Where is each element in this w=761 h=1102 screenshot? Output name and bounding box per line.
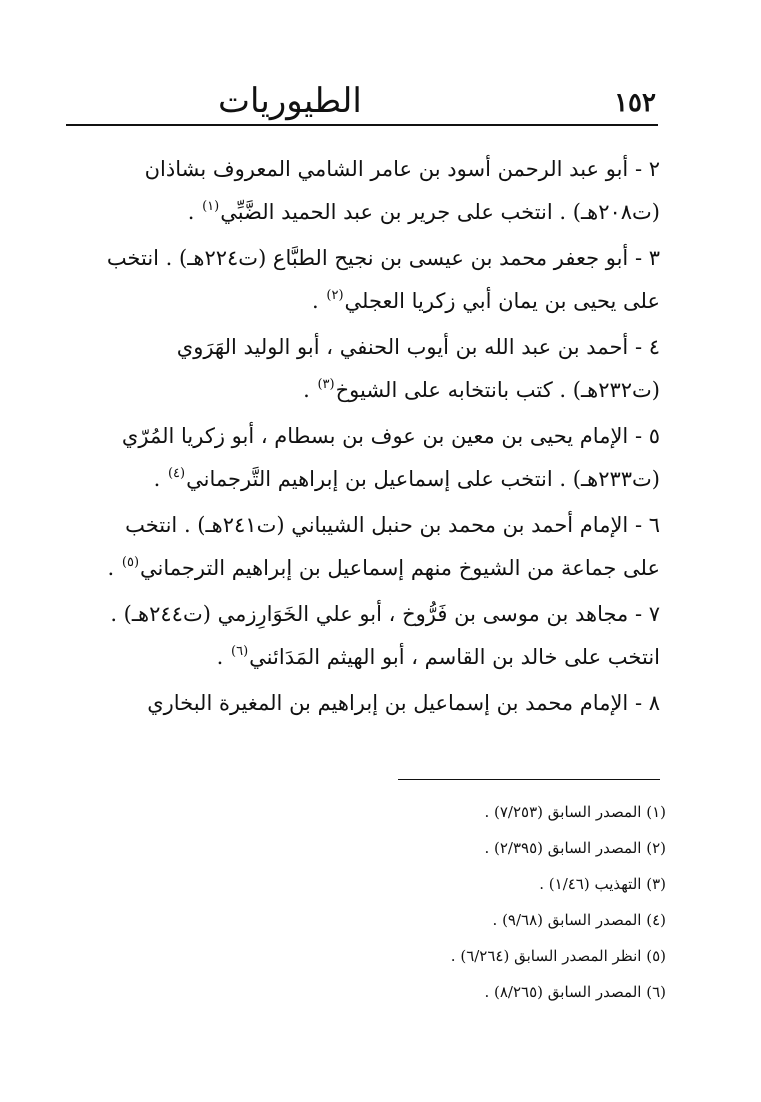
footnote-ref[interactable]: (٢) [326,288,344,303]
entry-line: على يحيى بن يمان أبي زكريا العجلي$^{(٢)}$ . [312,288,660,313]
footnote-ref[interactable]: (٣) [317,377,335,392]
entry-5 [64,415,660,501]
entry-line: ٥ - الإمام يحيى بن معين بن عوف بن بسطام ، أبو زكريا المُرّي [121,424,660,448]
footnote-6: (٦) المصدر السابق (٨/٢٦٥) . [484,983,666,1001]
entry-3 [64,237,660,323]
footnote-1: (١) المصدر السابق (٧/٢٥٣) . [484,803,666,821]
footnote-ref[interactable]: (٤) [167,466,186,481]
footnote-5: (٥) انظر المصدر السابق (٦/٢٦٤) . [450,947,666,965]
footnote-3: (٣) التهذيب (١/٤٦) . [539,875,666,893]
footnote-ref[interactable]: (٦) [231,644,249,659]
footnote-ref[interactable]: (١) [202,199,220,214]
footnote-separator [398,779,660,780]
entry-line: ٦ - الإمام أحمد بن محمد بن حنبل الشيباني (ت٢٤١هـ) . انتخب [125,513,660,537]
entry-line: ٧ - مجاهد بن موسى بن فَرُّوخ ، أبو علي الخَوَارِزمي (ت٢٤٤هـ) . [110,602,660,626]
entry-line: انتخب على خالد بن القاسم ، أبو الهيثم المَدَائني$^{(٦)}$ . [216,644,660,669]
footnote-2: (٢) المصدر السابق (٢/٣٩٥) . [484,839,666,857]
entry-line: (ت٢٣٣هـ) . انتخب على إسماعيل بن إبراهيم التَّرجماني$^{(٤)}$ . [153,466,660,491]
entry-line: (ت٢٣٢هـ) . كتب بانتخابه على الشيوخ$^{(٣)}$ . [303,377,660,402]
entry-line: (ت٢٠٨هـ) . انتخب على جرير بن عبد الحميد الضَّبِّي$^{(١)}$ . [187,199,660,224]
footnote-ref[interactable]: (٥) [121,555,140,570]
header-rule [66,124,658,126]
book-title: الطيوريات [218,81,362,121]
entry-2 [64,148,660,234]
entry-8 [64,682,660,725]
entry-line: على جماعة من الشيوخ منهم إسماعيل بن إبراهيم الترجماني$^{(٥)}$ . [107,555,660,580]
entry-line: ٣ - أبو جعفر محمد بن عيسى بن نجيح الطبَّاع (ت٢٢٤هـ) . انتخب [106,246,660,270]
entry-line: ٤ - أحمد بن عبد الله بن أيوب الحنفي ، أبو الوليد الهَرَوي [176,335,660,359]
entry-4 [64,326,660,412]
footnote-4: (٤) المصدر السابق (٩/٦٨) . [492,911,666,929]
entry-6 [64,504,660,590]
footnotes [200,802,666,1018]
entry-line: ٨ - الإمام محمد بن إسماعيل بن إبراهيم بن المغيرة البخاري [147,691,660,715]
page-header [68,78,656,120]
page-number: ١٥٢ [614,88,656,118]
entry-7 [64,593,660,679]
entry-line: ٢ - أبو عبد الرحمن أسود بن عامر الشامي المعروف بشاذان [144,157,660,181]
body-text [64,148,660,728]
